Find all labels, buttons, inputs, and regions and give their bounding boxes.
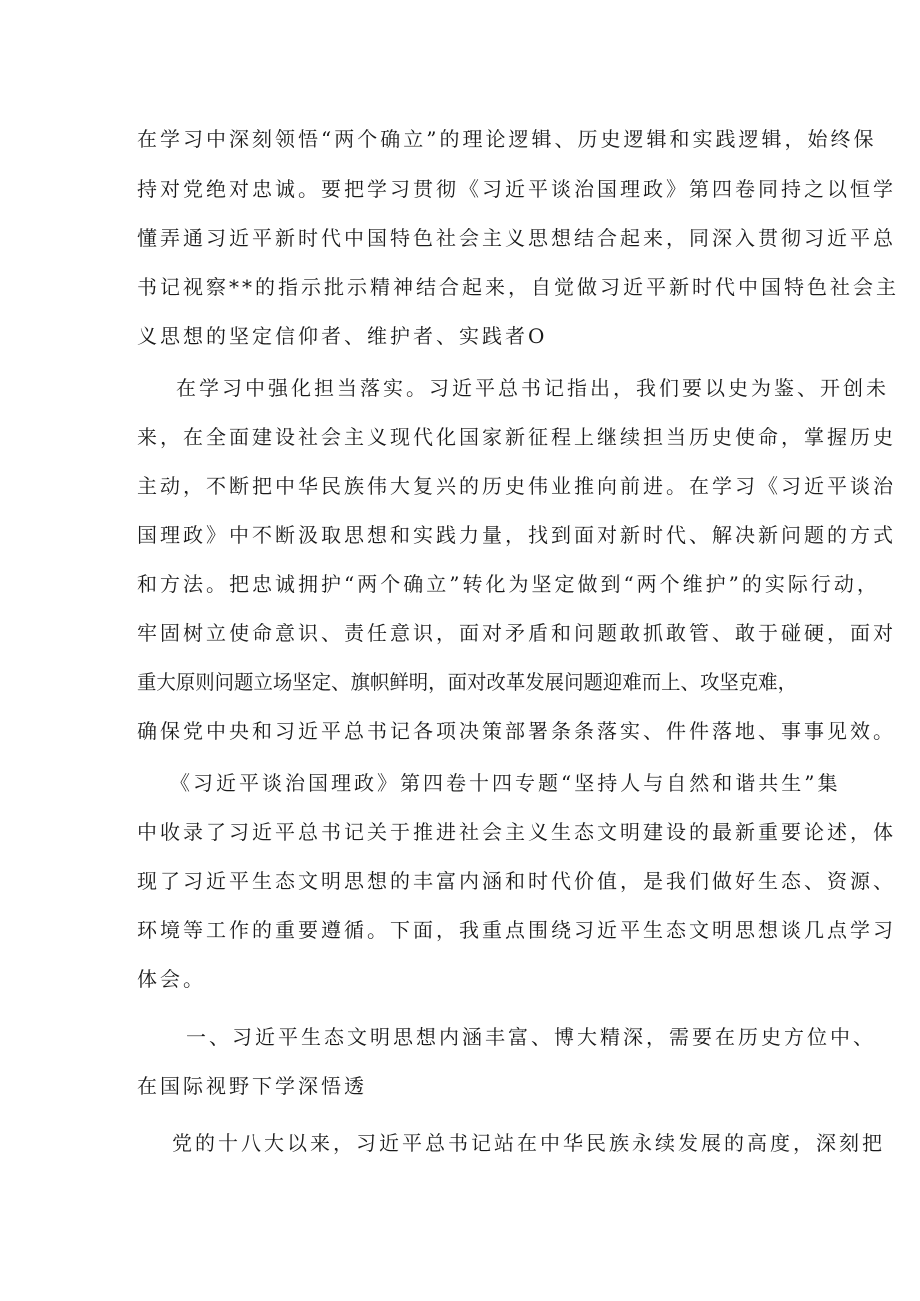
text-line: 持对党绝对忠诚。要把学习贯彻《习近平谈治国理政》第四卷同持之以恒学 [137,177,896,201]
text-line: 和方法。把忠诚拥护“两个确立”转化为坚定做到“两个维护”的实际行动， [137,572,880,596]
text-line: 在学习中强化担当落实。习近平总书记指出，我们要以史为鉴、开创未 [176,376,889,400]
text-line: 党的十八大以来，习近平总书记站在中华民族永续发展的高度，深刻把 [172,1131,885,1155]
text-line: 在学习中深刻领悟“两个确立”的理论逻辑、历史逻辑和实践逻辑，始终保 [137,127,877,151]
text-line: 国理政》中不断汲取思想和实践力量，找到面对新时代、解决新问题的方式 [137,523,896,547]
text-line: 中收录了习近平总书记关于推进社会主义生态文明建设的最新重要论述，体 [137,820,896,844]
text-line: 义思想的坚定信仰者、维护者、实践者O [137,324,548,348]
text-line: 确保党中央和习近平总书记各项决策部署条条落实、件件落地、事事见效。 [137,719,896,743]
text-line: 现了习近平生态文明思想的丰富内涵和时代价值，是我们做好生态、资源、 [137,869,896,893]
section-heading: 一、习近平生态文明思想内涵丰富、博大精深，需要在历史方位中、 [186,1025,876,1049]
text-line: 主动，不断把中华民族伟大复兴的历史伟业推向前进。在学习《习近平谈治 [137,474,896,498]
text-line: 重大原则问题立场坚定、旗帜鲜明，面对改革发展问题迎难而上、攻坚克难， [137,670,798,694]
text-line: 懂弄通习近平新时代中国特色社会主义思想结合起来，同深入贯彻习近平总 [137,226,896,250]
text-line: 环境等工作的重要遵循。下面，我重点围绕习近平生态文明思想谈几点学习 [137,918,896,942]
text-line: 牢固树立使命意识、责任意识，面对矛盾和问题敢抓敢管、敢于碰硬，面对 [137,621,896,645]
text-line: 体会。 [137,967,206,991]
text-line: 《习近平谈治国理政》第四卷十四专题“坚持人与自然和谐共生”集 [170,771,841,795]
text-line: 来，在全面建设社会主义现代化国家新征程上继续担当历史使命，掌握历史 [137,425,896,449]
text-line: 书记视察**的指示批示精神结合起来，自觉做习近平新时代中国特色社会主 [137,275,899,299]
section-heading: 在国际视野下学深悟透 [137,1074,367,1098]
